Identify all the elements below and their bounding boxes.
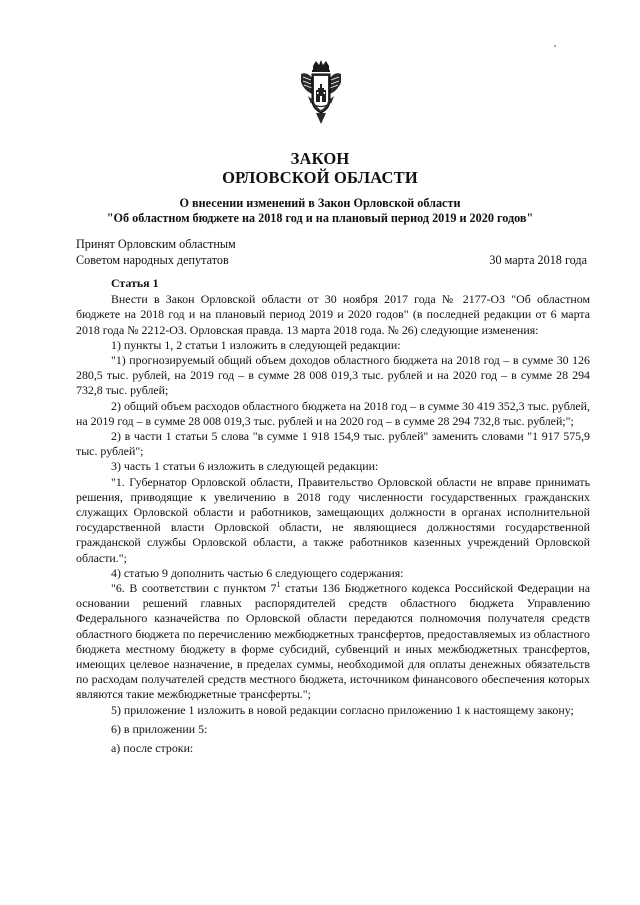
region-title: ОРЛОВСКОЙ ОБЛАСТИ [222, 168, 418, 187]
paragraph: "1) прогнозируемый общий объем доходов областного бюджета на 2018 год – в сумме 30 126 280,5 тыс. рублей, на 2019 год – в сумме 28 008 019,3 тыс. рублей и на 2020 год – в сумме 28 294 732,8 тыс. рублей; [76, 353, 590, 398]
paragraph: 2) общий объем расходов областного бюджета на 2018 год – в сумме 30 419 352,3 тыс. рублей, на 2019 год – в сумме 28 008 019,3 тыс. рублей и на 2020 год – в сумме 28 294 732,8 тыс. рублей;"; [76, 398, 590, 428]
adopted-by-line1: Принят Орловским областным [76, 237, 236, 251]
law-subtitle-line2: "Об областном бюджете на 2018 год и на плановый период 2019 и 2020 годов" [106, 211, 534, 225]
paragraph: 5) приложение 1 изложить в новой редакции согласно приложению 1 к настоящему закону; [111, 702, 574, 717]
paragraph: 3) часть 1 статьи 6 изложить в следующей редакции: [111, 459, 379, 474]
paragraph: 4) статью 9 дополнить частью 6 следующего содержания: [111, 565, 404, 580]
paragraph-text: статьи 136 Бюджетного кодекса Российской Федерации на основании решений главных распорядителей средств областного бюджета Управлению Федерального казначейства по Орловской области передаются полномочия получателя средств областного бюджета по перечислению межбюджетных трансфертов, предоставляемых из областного бюджета местному бюджету в форме субсидий, субвенций и иных межбюджетных трансфертов, имеющих целевое назначение, в пределах суммы, необходимой для оплаты денежных обязательств по расходам получателей средств местного бюджета, источником финансового обеспечения которых являются такие межбюджетные трансферты."; [76, 581, 590, 702]
superscript: 1 [276, 580, 281, 590]
law-title: ЗАКОН [290, 149, 350, 168]
paragraph: 6) в приложении 5: [111, 721, 208, 736]
adopted-by-line2: Советом народных депутатов [76, 253, 229, 267]
article-heading: Статья 1 [111, 276, 159, 290]
law-subtitle-line1: О внесении изменений в Закон Орловской области [179, 196, 461, 210]
paragraph: 2) в части 1 статьи 5 слова "в сумме 1 918 154,9 тыс. рублей" заменить словами "1 917 575,9 тыс. рублей"; [76, 429, 590, 459]
paragraph: "1. Губернатор Орловской области, Правительство Орловской области не вправе принимать решения, приводящие к увеличению в 2018 году численности государственных гражданских служащих Орловской области и работников, замещающих должности в органах исполнительной государственной власти Орловской области, не являющиеся должностями государственной гражданской службы Орловской области, а также работников казенных учреждений Орловской области."; [76, 474, 590, 565]
paragraph-text: "6. В соответствии с пунктом 7 [111, 581, 277, 596]
coat-of-arms-icon [299, 60, 343, 126]
adoption-date: 30 марта 2018 года [489, 253, 587, 267]
paragraph [76, 581, 590, 703]
paragraph: 1) пункты 1, 2 статьи 1 изложить в следующей редакции: [111, 337, 401, 352]
article-body [76, 276, 590, 756]
paragraph: а) после строки: [111, 741, 194, 756]
scan-speck [554, 45, 556, 47]
paragraph: Внести в Закон Орловской области от 30 ноября 2017 года № 2177-ОЗ "Об областном бюджете на 2018 год и на плановый период 2019 и 2020 годов" (в последней редакции от 6 марта 2018 года № 2212-ОЗ. Орловская правда. 13 марта 2018 года. № 26) следующие изменения: [76, 292, 590, 337]
